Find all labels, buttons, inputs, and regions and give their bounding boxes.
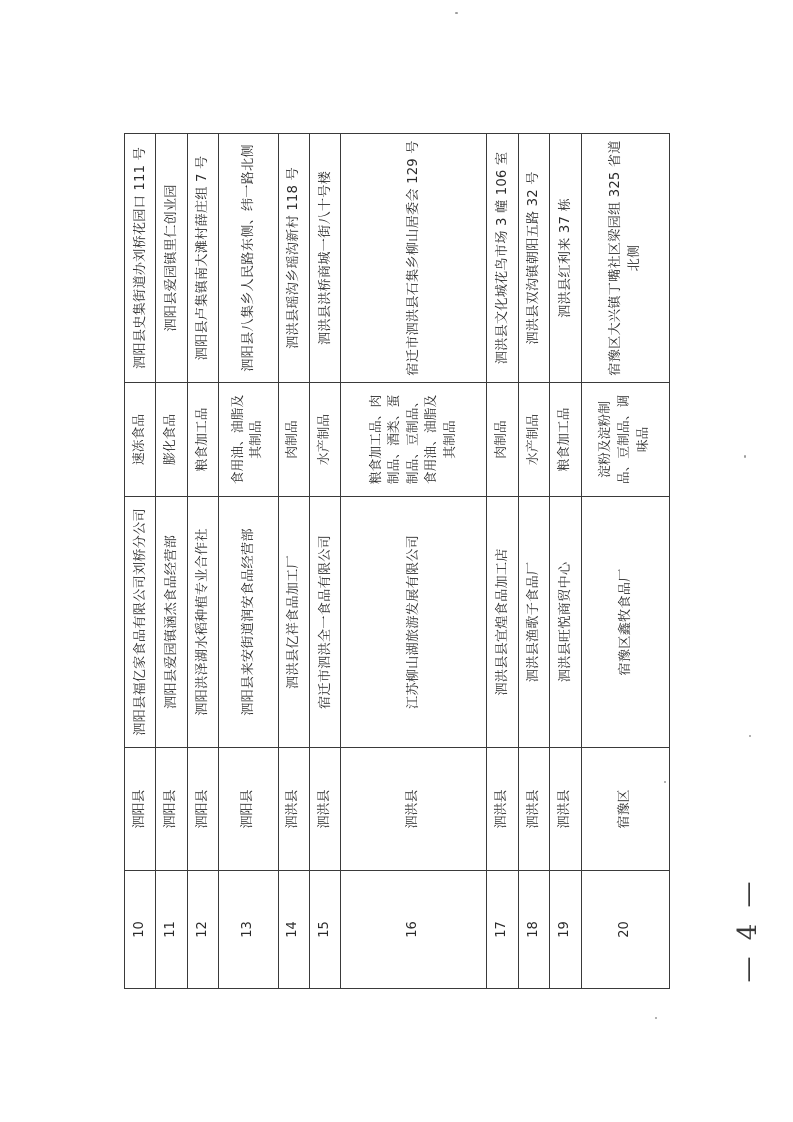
row-number: 20	[581, 871, 669, 989]
company-name-cell: 泗洪县亿祥食品加工厂	[278, 497, 309, 748]
table-row	[125, 134, 156, 989]
table-row	[550, 134, 581, 989]
county-cell: 泗洪县	[278, 748, 309, 871]
row-number: 10	[125, 871, 156, 989]
scan-speck	[455, 12, 458, 14]
address-cell: 泗阳县爱园镇里仁创业园	[156, 134, 187, 383]
scan-speck	[749, 735, 751, 737]
scan-speck	[655, 1017, 657, 1019]
table-row	[518, 134, 549, 989]
row-number: 14	[278, 871, 309, 989]
registry-table-container	[124, 134, 670, 989]
address-cell: 泗洪县红利来 37 栋	[550, 134, 581, 383]
row-number: 15	[309, 871, 340, 989]
county-cell: 泗阳县	[156, 748, 187, 871]
county-cell: 泗洪县	[550, 748, 581, 871]
table-row	[487, 134, 518, 989]
table-row	[309, 134, 340, 989]
food-category-cell: 膨化食品	[156, 383, 187, 497]
row-number: 12	[187, 871, 218, 989]
scan-speck	[664, 781, 666, 783]
company-name-cell: 宿豫区鑫牧食品厂	[581, 497, 669, 748]
food-category-cell: 水产制品	[518, 383, 549, 497]
address-cell: 宿迁市泗洪县石集乡柳山居委会 129 号	[341, 134, 487, 383]
page-number: — 4 —	[733, 877, 763, 983]
food-category-cell: 粮食加工品、肉制品、酒类、蛋制品、豆制品、食用油、油脂及其制品	[341, 383, 487, 497]
address-cell: 泗阳县八集乡人民路东侧、纬一路北侧	[219, 134, 278, 383]
address-cell: 泗洪县瑶沟乡瑶沟新村 118 号	[278, 134, 309, 383]
company-name-cell: 泗阳洪泽湖水稻种植专业合作社	[187, 497, 218, 748]
table-row	[156, 134, 187, 989]
food-producer-registry-table	[124, 133, 670, 989]
food-category-cell: 粮食加工品	[550, 383, 581, 497]
food-category-cell: 肉制品	[278, 383, 309, 497]
county-cell: 泗阳县	[187, 748, 218, 871]
row-number: 19	[550, 871, 581, 989]
table-row	[581, 134, 669, 989]
county-cell: 泗阳县	[125, 748, 156, 871]
company-name-cell: 江苏柳山湖旅游发展有限公司	[341, 497, 487, 748]
company-name-cell: 泗阳县爱园镇涵杰食品经营部	[156, 497, 187, 748]
scan-speck	[744, 455, 746, 458]
food-category-cell: 食用油、油脂及其制品	[219, 383, 278, 497]
county-cell: 泗洪县	[309, 748, 340, 871]
row-number: 17	[487, 871, 518, 989]
row-number: 13	[219, 871, 278, 989]
food-category-cell: 水产制品	[309, 383, 340, 497]
table-row	[341, 134, 487, 989]
food-category-cell: 淀粉及淀粉制品、豆制品、调味品	[581, 383, 669, 497]
address-cell: 泗洪县双沟镇朝阳五路 32 号	[518, 134, 549, 383]
company-name-cell: 宿迁市泗洪全一食品有限公司	[309, 497, 340, 748]
food-category-cell: 肉制品	[487, 383, 518, 497]
county-cell: 泗洪县	[487, 748, 518, 871]
address-cell: 泗洪县洪桥商城一街八十号楼	[309, 134, 340, 383]
county-cell: 宿豫区	[581, 748, 669, 871]
table-row	[278, 134, 309, 989]
company-name-cell: 泗阳县来安街道润安食品经营部	[219, 497, 278, 748]
table-row	[187, 134, 218, 989]
row-number: 18	[518, 871, 549, 989]
address-cell: 宿豫区大兴镇丁嘴社区梁园组 325 省道北侧	[581, 134, 669, 383]
address-cell: 泗洪县文化城花鸟市场 3 幢 106 室	[487, 134, 518, 383]
county-cell: 泗洪县	[518, 748, 549, 871]
company-name-cell: 泗洪县渔歌子食品厂	[518, 497, 549, 748]
address-cell: 泗阳县卢集镇南大滩村薛庄组 7 号	[187, 134, 218, 383]
address-cell: 泗阳县史集街道办刘桥花园口 111 号	[125, 134, 156, 383]
food-category-cell: 粮食加工品	[187, 383, 218, 497]
county-cell: 泗洪县	[341, 748, 487, 871]
company-name-cell: 泗阳县福亿家食品有限公司刘桥分公司	[125, 497, 156, 748]
company-name-cell: 泗洪县旺悦商贸中心	[550, 497, 581, 748]
company-name-cell: 泗洪县县宜煌食品加工店	[487, 497, 518, 748]
county-cell: 泗阳县	[219, 748, 278, 871]
row-number: 11	[156, 871, 187, 989]
table-row	[219, 134, 278, 989]
row-number: 16	[341, 871, 487, 989]
food-category-cell: 速冻食品	[125, 383, 156, 497]
